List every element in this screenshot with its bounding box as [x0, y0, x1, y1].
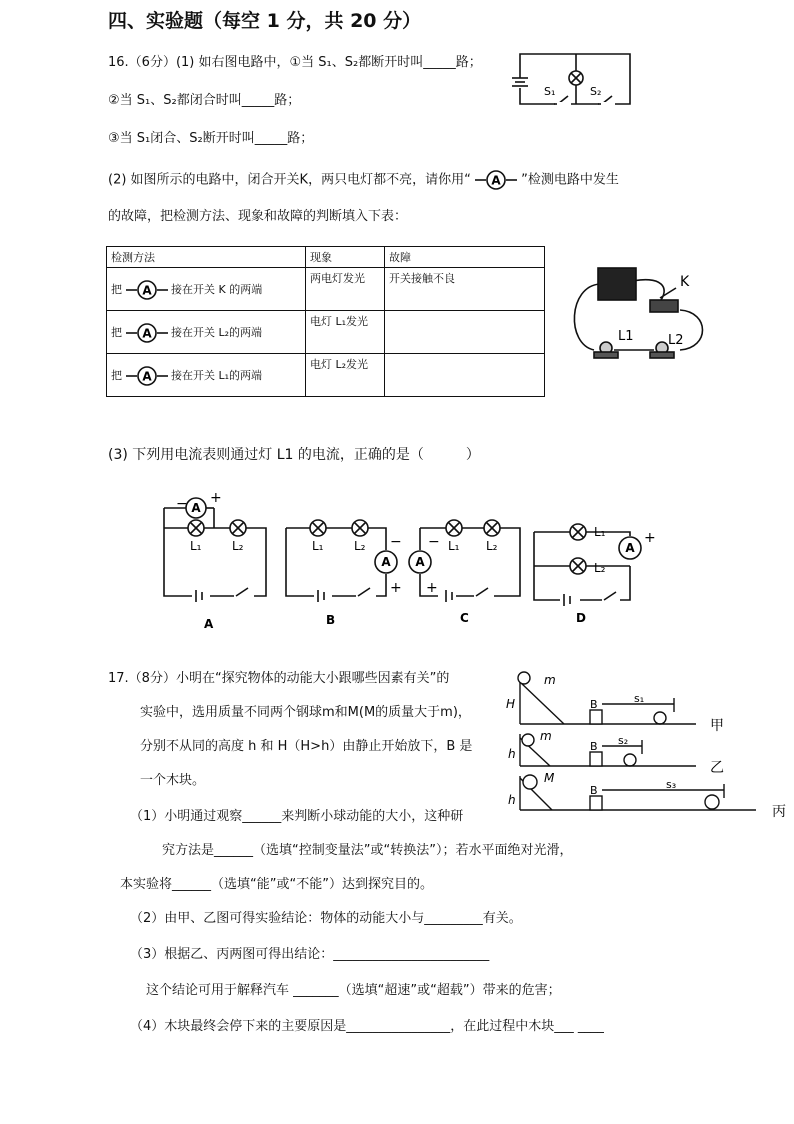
q16-part3: (3) 下列用电流表则通过灯 L1 的电流，正确的是（ ）: [108, 447, 480, 463]
lamp-label: L₂: [594, 561, 606, 575]
l1-label: L1: [618, 329, 634, 344]
table-header: 现象: [306, 247, 385, 268]
method-suffix: 接在开关 K 的两端: [171, 283, 263, 296]
row-label: 丙: [772, 804, 786, 820]
ammeter-label: A: [415, 555, 425, 569]
q16-line2: ②当 S₁、S₂都闭合时叫_____路；: [108, 93, 301, 108]
svg-text:A: A: [141, 283, 152, 298]
lamp-label: L₁: [448, 539, 460, 553]
ammeter-label: A: [381, 555, 391, 569]
q17-p1c: 本实验将______（选填“能”或“不能”）达到探究目的。: [120, 877, 433, 892]
lamp-icon: [352, 520, 368, 536]
q16-line1: 16.（6分）(1) 如右图电路中，①当 S₁、S₂都断开时叫_____路；: [108, 55, 482, 70]
lamp-icon: [310, 520, 326, 536]
height-H-label: H: [506, 697, 516, 711]
s2-label: S₂: [590, 85, 602, 98]
method-cell: [107, 354, 306, 397]
lamp-icon: [446, 520, 462, 536]
q17-line2: 实验中，选用质量不同两个钢球m和M(M的质量大于m)，: [140, 705, 471, 720]
table-row: [107, 268, 545, 311]
svg-text:A: A: [141, 369, 152, 384]
block-label: B: [590, 698, 598, 711]
ammeter-icon: [126, 323, 168, 343]
q17-p3b: 这个结论可用于解释汽车 _______（选填“超速”或“超载”）带来的危害；: [146, 983, 561, 998]
fault-cell: 开关接触不良: [385, 268, 545, 311]
table-header-row: [107, 247, 545, 268]
q17-line3: 分别不从同的高度 h 和 H（H>h）由静止开始放下，B 是: [140, 739, 473, 754]
mass-m-label: m: [544, 673, 556, 687]
probe-table: [106, 246, 545, 397]
ammeter-icon: [475, 170, 517, 190]
q17-line4: 一个木块。: [140, 773, 206, 788]
svg-text:−: −: [390, 534, 402, 550]
svg-text:−: −: [176, 496, 188, 512]
height-h-label: h: [508, 747, 516, 761]
mass-m-label: m: [540, 729, 552, 743]
table-header: 故障: [385, 247, 545, 268]
mass-M-label: M: [544, 771, 555, 785]
q17-p4: （4）木块最终会停下来的主要原因是________________，在此过程中木块___ ____: [130, 1019, 604, 1034]
method-prefix: 把: [111, 326, 122, 339]
phenomenon-cell: 两电灯发光: [306, 268, 385, 311]
option-label: D: [576, 611, 586, 625]
lamp-icon: [188, 520, 204, 536]
q16-part2-a: (2) 如图所示的电路中，闭合开关K，两只电灯都不亮，请你用“: [108, 172, 471, 188]
method-cell: [107, 311, 306, 354]
circuit-photo-diagram: [562, 252, 712, 364]
fault-cell: [385, 311, 545, 354]
lamp-label: L₁: [594, 525, 606, 539]
svg-text:+: +: [426, 580, 438, 596]
q17-p1a: （1）小明通过观察______来判断小球动能的大小，这种研: [130, 809, 464, 824]
ammeter-label: A: [625, 541, 635, 555]
q16-part2-c: 的故障，把检测方法、现象和故障的判断填入下表：: [108, 209, 408, 224]
fault-cell: [385, 354, 545, 397]
option-label: B: [326, 613, 336, 627]
method-prefix: 把: [111, 283, 122, 296]
ammeter-label: A: [191, 501, 201, 515]
phenomenon-cell: 电灯 L₁发光: [306, 311, 385, 354]
q17-p3a: （3）根据乙、丙两图可得出结论：________________________: [130, 947, 490, 962]
lamp-label: L₂: [232, 539, 244, 553]
s1-label: S₁: [544, 85, 556, 98]
row-label: 甲: [710, 718, 724, 734]
method-cell: [107, 268, 306, 311]
option-label: C: [460, 611, 469, 625]
distance-label: s₃: [666, 778, 677, 791]
table-row: [107, 354, 545, 397]
ammeter-icon: [126, 280, 168, 300]
lamp-label: L₂: [354, 539, 366, 553]
height-h-label: h: [508, 793, 516, 807]
svg-text:A: A: [491, 173, 501, 188]
svg-text:−: −: [428, 534, 440, 550]
svg-text:A: A: [141, 326, 152, 341]
q16-part2-b: ”检测电路中发生: [521, 172, 619, 188]
k-label: K: [680, 274, 690, 290]
lamp-label: L₂: [486, 539, 498, 553]
lamp-icon: [484, 520, 500, 536]
block-label: B: [590, 740, 598, 753]
option-circuits: [150, 488, 670, 638]
section-title: 四、实验题（每空 1 分，共 20 分）: [108, 10, 422, 32]
q16-line3: ③当 S₁闭合、S₂断开时叫_____路；: [108, 131, 314, 146]
phenomenon-cell: 电灯 L₂发光: [306, 354, 385, 397]
table-row: [107, 311, 545, 354]
lamp-icon: [570, 524, 586, 540]
distance-label: s₂: [618, 734, 629, 747]
q17-p1b: 究方法是______（选填“控制变量法”或“转换法”）；若水平面绝对光滑，: [162, 843, 573, 858]
svg-text:+: +: [390, 580, 402, 596]
row-label: 乙: [710, 760, 724, 776]
svg-text:+: +: [210, 490, 222, 506]
method-suffix: 接在开关 L₂的两端: [171, 326, 263, 339]
option-label: A: [204, 617, 214, 631]
ammeter-icon: [126, 366, 168, 386]
distance-label: s₁: [634, 692, 645, 705]
lamp-label: L₁: [312, 539, 324, 553]
circuit-s1-s2-diagram: [506, 48, 634, 114]
lamp-icon: [570, 558, 586, 574]
lamp-icon: [230, 520, 246, 536]
svg-text:+: +: [644, 530, 656, 546]
q17-p2: （2）由甲、乙图可得实验结论：物体的动能大小与_________有关。: [130, 911, 522, 926]
lamp-label: L₁: [190, 539, 202, 553]
q16-part2-text: [108, 170, 619, 190]
ramp-experiment-figure: [506, 668, 792, 820]
method-suffix: 接在开关 L₁的两端: [171, 369, 263, 382]
l2-label: L2: [668, 333, 684, 348]
q17-line1: 17.（8分）小明在“探究物体的动能大小跟哪些因素有关”的: [108, 671, 450, 686]
block-label: B: [590, 784, 598, 797]
method-prefix: 把: [111, 369, 122, 382]
table-header: 检测方法: [107, 247, 306, 268]
